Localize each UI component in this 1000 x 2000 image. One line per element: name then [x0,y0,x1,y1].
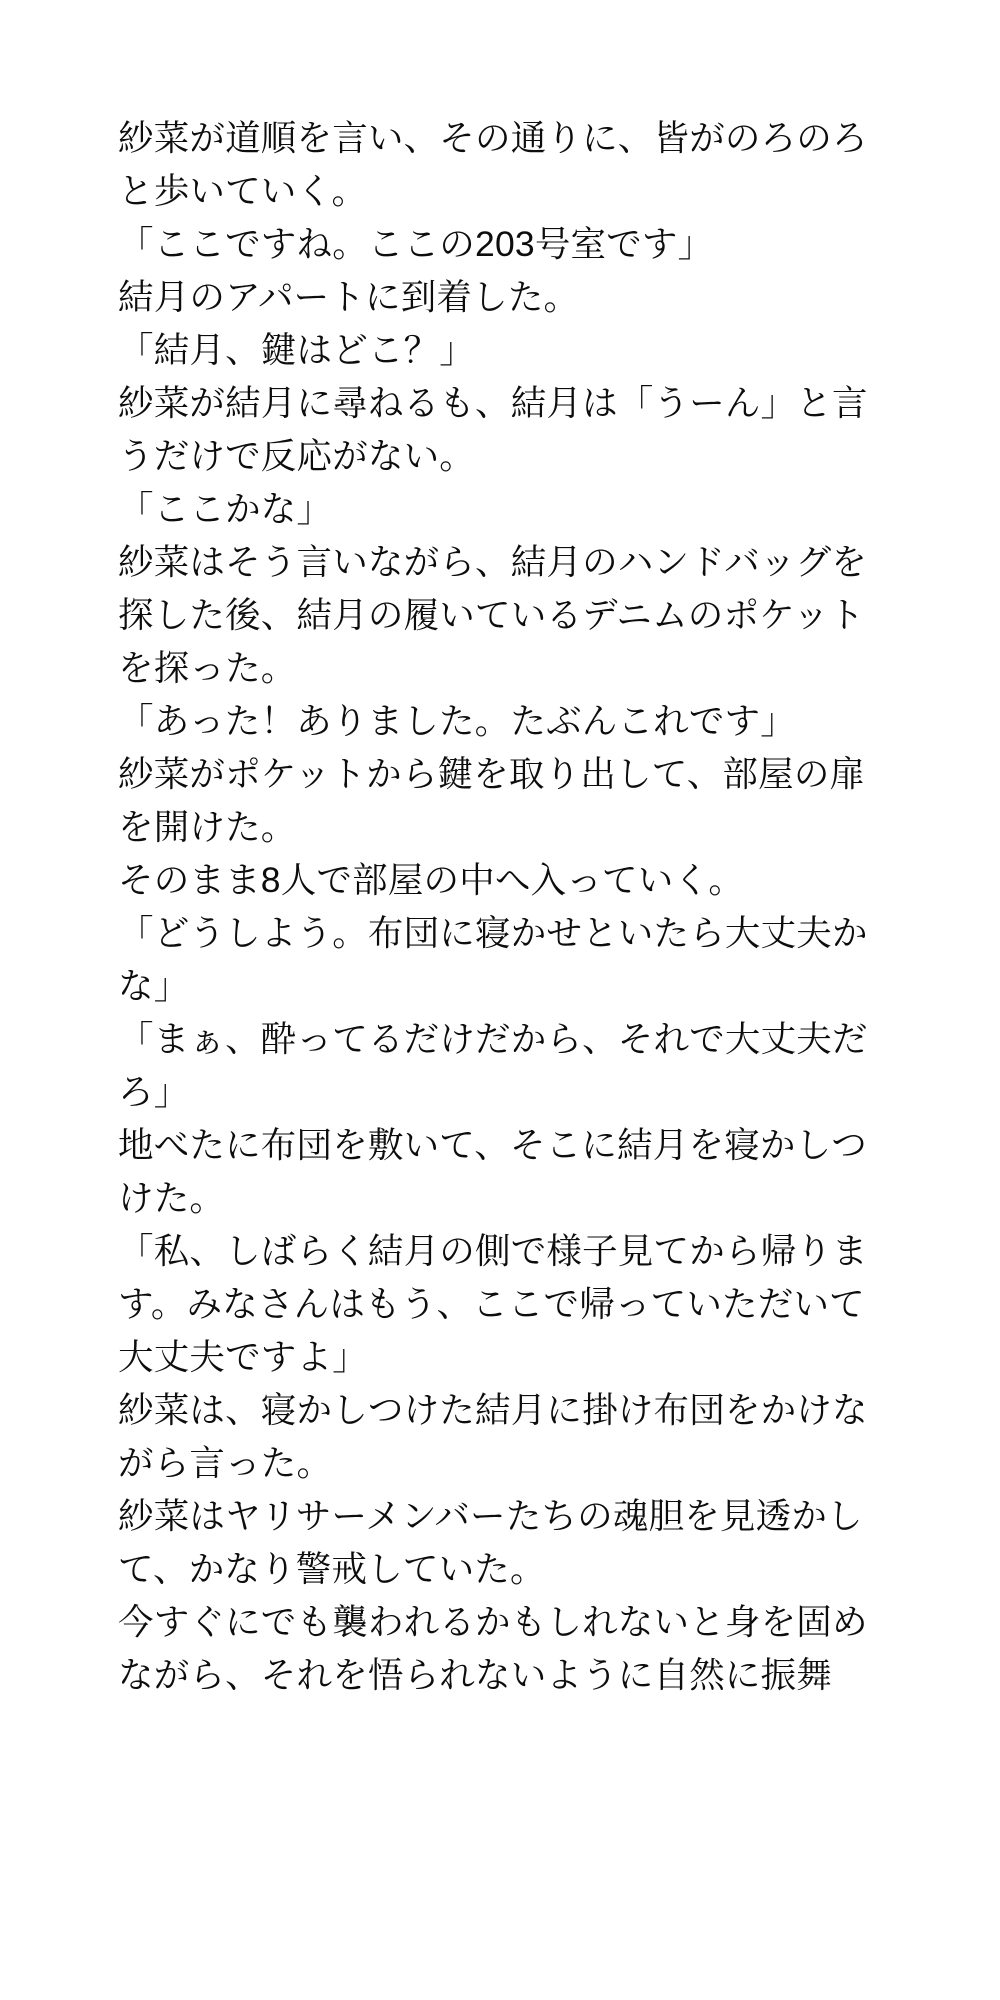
paragraph: 紗菜はヤリサーメンバーたちの魂胆を見透かして、かなり警戒していた。 [118,1496,863,1589]
paragraph: 結月のアパートに到着した。 [118,277,580,317]
paragraph: 紗菜は、寝かしつけた結月に掛け布団をかけながら言った。 [118,1390,868,1483]
paragraph: 紗菜が結月に尋ねるも、結月は「うーん」と言うだけで反応がない。 [118,383,868,476]
paragraph: 「ここかな」 [118,489,333,529]
paragraph: 「私、しばらく結月の側で様子見てから帰ります。みなさんはもう、ここで帰っていただいて大丈夫ですよ」 [118,1231,868,1377]
paragraph: 「どうしよう。布団に寝かせといたら大丈夫かな」 [118,913,868,1006]
paragraph: そのまま8人で部屋の中へ入っていく。 [118,860,745,900]
paragraph: 「あった！ありました。たぶんこれです」 [118,701,796,741]
document-body [118,112,895,1702]
paragraph: 地べたに布団を敷いて、そこに結月を寝かしつけた。 [118,1125,867,1218]
paragraph: 今すぐにでも襲われるかもしれないと身を固めながら、それを悟られないように自然に振舞 [118,1602,868,1695]
paragraph: 紗菜が道順を言い、その通りに、皆がのろのろと歩いていく。 [118,118,868,211]
paragraph: 紗菜はそう言いながら、結月のハンドバッグを探した後、結月の履いているデニムのポケットを探った。 [118,542,867,688]
paragraph: 「結月、鍵はどこ？」 [118,330,476,370]
paragraph: 紗菜がポケットから鍵を取り出して、部屋の扉を開けた。 [118,754,866,847]
paragraph: 「まぁ、酔ってるだけだから、それで大丈夫だろ」 [118,1019,868,1112]
paragraph: 「ここですね。ここの203号室です」 [118,224,714,264]
